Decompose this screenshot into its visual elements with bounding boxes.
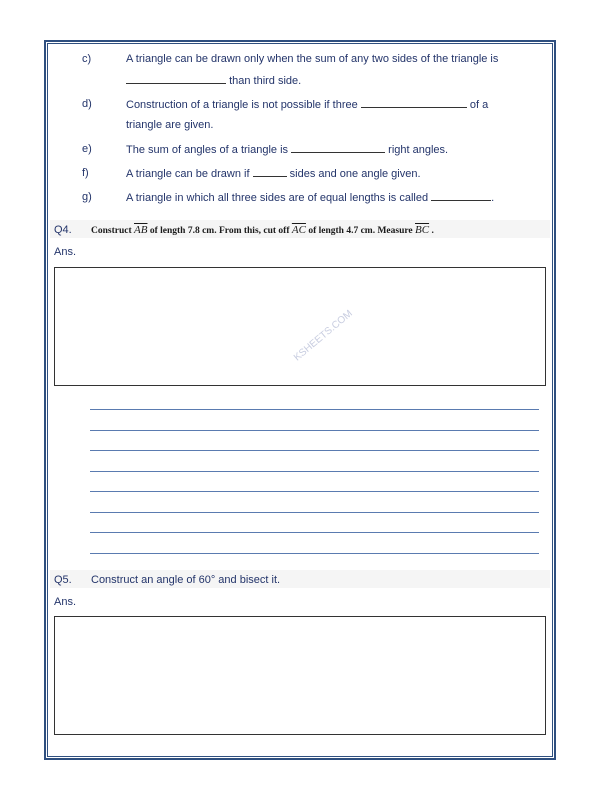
watermark: KSHEETS.COM <box>292 308 355 364</box>
question-number-q4: Q4. <box>54 224 72 236</box>
fill-blank[interactable] <box>126 73 226 84</box>
question-number-q5: Q5. <box>54 574 72 586</box>
segment-ac: $\overline{AC}$ <box>291 224 306 236</box>
writing-line[interactable] <box>90 512 539 513</box>
question-text-q4: Construct $\overline{AB}$ of length 7.8 cm. From this, cut off $\overline{AC}$ of length 4.7 cm. Measure $\overline{BC}$ . <box>91 224 434 236</box>
item-d-line2: triangle are given. <box>126 119 214 131</box>
answer-box-q5[interactable] <box>54 616 546 735</box>
item-label-g: g) <box>82 191 92 203</box>
item-label-c: c) <box>82 53 92 65</box>
fill-blank[interactable] <box>253 166 287 177</box>
writing-line[interactable] <box>90 430 539 431</box>
segment-bc: $\overline{BC}$ <box>415 224 430 236</box>
item-e-text: The sum of angles of a triangle is right angles. <box>126 144 449 156</box>
answer-box-q4[interactable] <box>54 267 546 386</box>
answer-label-q5: Ans. <box>54 596 77 608</box>
writing-line[interactable] <box>90 532 539 533</box>
item-d-line1: Construction of a triangle is not possible if three of a <box>126 99 489 111</box>
fill-blank[interactable] <box>361 97 467 108</box>
fill-blank[interactable] <box>431 190 491 201</box>
item-label-f: f) <box>82 167 89 179</box>
writing-line[interactable] <box>90 471 539 472</box>
item-g-text: A triangle in which all three sides are of equal lengths is called . <box>126 192 495 204</box>
writing-line[interactable] <box>90 553 539 554</box>
item-c-line2: than third side. <box>126 73 301 88</box>
item-f-text: A triangle can be drawn if sides and one angle given. <box>126 168 421 180</box>
item-label-e: e) <box>82 143 92 155</box>
segment-ab: $\overline{AB}$ <box>134 224 148 236</box>
answer-label-q4: Ans. <box>54 246 77 258</box>
question-text-q5: Construct an angle of 60° and bisect it. <box>91 574 281 586</box>
writing-line[interactable] <box>90 409 539 410</box>
writing-line[interactable] <box>90 450 539 451</box>
fill-blank[interactable] <box>291 142 385 153</box>
item-c-line1: A triangle can be drawn only when the sum of any two sides of the triangle is <box>126 53 499 65</box>
writing-line[interactable] <box>90 491 539 492</box>
item-label-d: d) <box>82 98 92 110</box>
